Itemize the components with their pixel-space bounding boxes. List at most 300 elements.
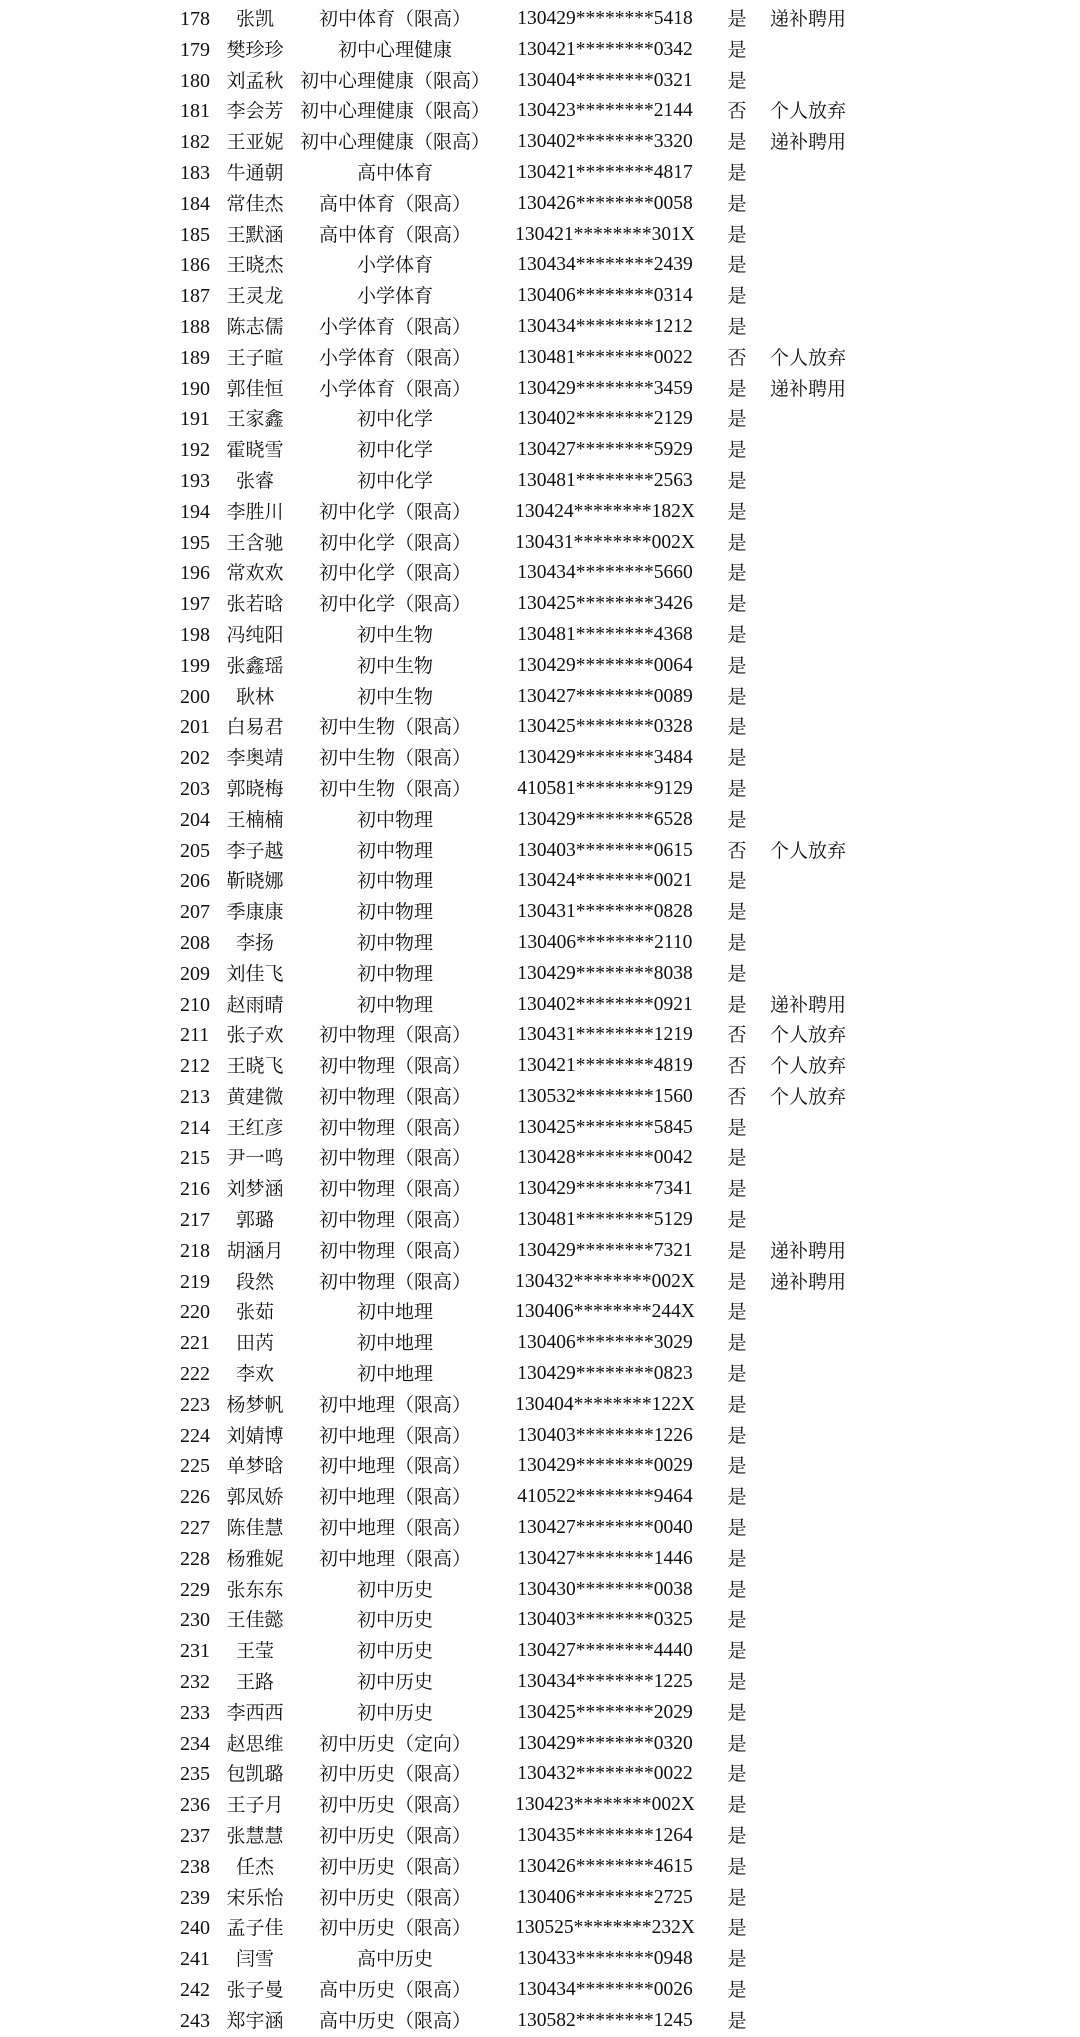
id-number: 130431********0828 [517, 901, 693, 923]
table-row [0, 1113, 1080, 1144]
subject-position: 初中历史（限高） [318, 1917, 471, 1940]
row-number: 190 [180, 377, 210, 400]
candidate-name: 王路 [235, 1671, 274, 1694]
row-number: 199 [180, 654, 210, 677]
candidate-name: 王晓飞 [226, 1055, 284, 1078]
candidate-name: 靳晓娜 [226, 870, 284, 893]
candidate-name: 李奥靖 [226, 747, 284, 770]
subject-position: 初中历史（限高） [318, 1825, 471, 1848]
id-number: 130429********0823 [517, 1363, 693, 1385]
row-number: 214 [180, 1116, 210, 1139]
hired-flag: 是 [727, 1825, 747, 1848]
table-row [0, 312, 1080, 343]
table-row [0, 250, 1080, 281]
candidate-name: 刘孟秋 [226, 69, 284, 92]
subject-position: 高中体育（限高） [318, 192, 471, 215]
id-number: 130434********1225 [517, 1671, 693, 1693]
hired-flag: 是 [727, 993, 747, 1016]
subject-position: 高中体育 [356, 161, 433, 184]
subject-position: 高中历史（限高） [318, 2009, 471, 2032]
candidate-name: 王家鑫 [226, 408, 284, 431]
id-number: 130403********1226 [517, 1424, 693, 1446]
id-number: 130427********4440 [517, 1640, 693, 1662]
table-row [0, 712, 1080, 743]
hired-flag: 是 [727, 654, 747, 677]
subject-position: 初中物理（限高） [318, 1116, 471, 1139]
row-number: 215 [180, 1147, 210, 1170]
table-row [0, 1759, 1080, 1790]
subject-position: 初中心理健康 [337, 38, 452, 61]
table-row [0, 805, 1080, 836]
row-number: 211 [180, 1024, 210, 1047]
hired-flag: 是 [727, 962, 747, 985]
row-number: 235 [180, 1763, 210, 1786]
candidate-name: 王子月 [226, 1794, 284, 1817]
subject-position: 初中地理 [356, 1363, 433, 1386]
row-number: 236 [180, 1794, 210, 1817]
subject-position: 初中地理（限高） [318, 1424, 471, 1447]
hired-flag: 是 [727, 1609, 747, 1632]
hired-flag: 是 [727, 469, 747, 492]
hired-flag: 是 [727, 2009, 747, 2032]
id-number: 130430********0038 [517, 1578, 693, 1600]
table-row [0, 1205, 1080, 1236]
table-row [0, 1328, 1080, 1359]
table-row [0, 1482, 1080, 1513]
candidate-name: 樊珍珍 [226, 38, 284, 61]
id-number: 130426********0058 [517, 192, 693, 214]
hired-flag: 是 [727, 1732, 747, 1755]
table-row [0, 1913, 1080, 1944]
row-number: 181 [180, 100, 210, 123]
id-number: 130481********4368 [517, 623, 693, 645]
hired-flag: 否 [727, 1055, 747, 1078]
id-number: 130404********0321 [517, 69, 693, 91]
id-number: 130429********8038 [517, 962, 693, 984]
subject-position: 小学体育（限高） [318, 377, 471, 400]
id-number: 130406********3029 [517, 1332, 693, 1354]
subject-position: 初中物理 [356, 993, 433, 1016]
candidate-name: 常欢欢 [226, 562, 284, 585]
table-row [0, 1636, 1080, 1667]
subject-position: 初中历史 [356, 1671, 433, 1694]
row-number: 220 [180, 1301, 210, 1324]
candidate-name: 宋乐怡 [226, 1886, 284, 1909]
subject-position: 初中心理健康（限高） [299, 131, 490, 154]
id-number: 130421********0342 [517, 38, 693, 60]
row-number: 221 [180, 1332, 210, 1355]
id-number: 130425********0328 [517, 716, 693, 738]
id-number: 130432********002X [515, 1270, 695, 1292]
remark: 递补聘用 [770, 377, 847, 400]
hired-flag: 是 [727, 531, 747, 554]
table-row [0, 343, 1080, 374]
table-row [0, 35, 1080, 66]
table-row [0, 127, 1080, 158]
subject-position: 小学体育（限高） [318, 315, 471, 338]
row-number: 242 [180, 1979, 210, 2001]
remark: 递补聘用 [770, 131, 847, 154]
id-number: 130431********1219 [517, 1024, 693, 1046]
id-number: 130429********0320 [517, 1732, 693, 1754]
hired-flag: 是 [727, 1486, 747, 1509]
table-row [0, 4, 1080, 35]
id-number: 130402********2129 [517, 408, 693, 430]
hired-flag: 是 [727, 1239, 747, 1262]
subject-position: 初中物理（限高） [318, 1239, 471, 1262]
candidate-name: 田芮 [235, 1332, 274, 1355]
table-row [0, 589, 1080, 620]
table-row [0, 836, 1080, 867]
candidate-name: 常佳杰 [226, 192, 284, 215]
row-number: 193 [180, 469, 210, 492]
hired-flag: 是 [727, 1209, 747, 1232]
candidate-name: 孟子佳 [226, 1917, 284, 1940]
table-row [0, 651, 1080, 682]
hired-flag: 是 [727, 223, 747, 246]
remark: 递补聘用 [770, 1239, 847, 1262]
row-number: 233 [180, 1701, 210, 1724]
subject-position: 初中化学（限高） [318, 562, 471, 585]
table-row [0, 682, 1080, 713]
id-number: 130431********002X [515, 531, 695, 553]
id-number: 130434********1212 [517, 315, 693, 337]
hired-flag: 是 [727, 439, 747, 462]
row-number: 204 [180, 808, 210, 831]
subject-position: 初中体育（限高） [318, 8, 471, 30]
row-number: 216 [180, 1178, 210, 1201]
candidate-name: 单梦晗 [226, 1455, 284, 1478]
subject-position: 初中生物 [356, 623, 433, 646]
table-row [0, 158, 1080, 189]
remark: 个人放弃 [770, 100, 847, 123]
hired-flag: 是 [727, 1332, 747, 1355]
id-number: 130425********2029 [517, 1701, 693, 1723]
id-number: 130532********1560 [517, 1085, 693, 1107]
row-number: 238 [180, 1855, 210, 1878]
candidate-name: 王晓杰 [226, 254, 284, 277]
subject-position: 小学体育 [356, 254, 433, 277]
id-number: 130429********3459 [517, 377, 693, 399]
row-number: 203 [180, 777, 210, 800]
subject-position: 初中物理 [356, 962, 433, 985]
candidate-name: 陈志儒 [226, 315, 284, 338]
subject-position: 高中历史 [356, 1948, 433, 1971]
hired-flag: 是 [727, 562, 747, 585]
remark: 递补聘用 [770, 993, 847, 1016]
hired-flag: 是 [727, 131, 747, 154]
subject-position: 初中生物 [356, 685, 433, 708]
hired-flag: 是 [727, 1948, 747, 1971]
table-row [0, 435, 1080, 466]
id-number: 130423********2144 [517, 100, 693, 122]
subject-position: 初中物理（限高） [318, 1055, 471, 1078]
subject-position: 初中地理 [356, 1332, 433, 1355]
table-row [0, 497, 1080, 528]
id-number: 130525********232X [515, 1917, 695, 1939]
candidate-name: 张若晗 [226, 593, 284, 616]
subject-position: 初中物理 [356, 901, 433, 924]
hired-flag: 是 [727, 1178, 747, 1201]
candidate-name: 杨梦帆 [226, 1393, 284, 1416]
hired-flag: 是 [727, 69, 747, 92]
row-number: 213 [180, 1085, 210, 1108]
candidate-name: 包凯璐 [226, 1763, 284, 1786]
row-number: 196 [180, 562, 210, 585]
subject-position: 初中地理（限高） [318, 1455, 471, 1478]
id-number: 130428********0042 [517, 1147, 693, 1169]
row-number: 198 [180, 623, 210, 646]
row-number: 217 [180, 1209, 210, 1232]
id-number: 130434********5660 [517, 562, 693, 584]
id-number: 130434********2439 [517, 254, 693, 276]
id-number: 130426********4615 [517, 1855, 693, 1877]
subject-position: 初中物理（限高） [318, 1178, 471, 1201]
candidate-name: 王子暄 [226, 346, 284, 369]
id-number: 130403********0325 [517, 1609, 693, 1631]
candidate-name: 郭晓梅 [226, 777, 284, 800]
hired-flag: 是 [727, 408, 747, 431]
id-number: 130425********3426 [517, 593, 693, 615]
hired-flag: 是 [727, 192, 747, 215]
subject-position: 初中生物（限高） [318, 747, 471, 770]
candidate-name: 张子欢 [226, 1024, 284, 1047]
table-row [0, 1297, 1080, 1328]
candidate-name: 李欢 [235, 1363, 274, 1386]
subject-position: 初中物理 [356, 870, 433, 893]
id-number: 130427********0089 [517, 685, 693, 707]
candidate-name: 张凯 [235, 8, 274, 30]
id-number: 130481********2563 [517, 469, 693, 491]
row-number: 187 [180, 285, 210, 308]
subject-position: 初中物理（限高） [318, 1209, 471, 1232]
subject-position: 初中历史 [356, 1578, 433, 1601]
table-row [0, 1359, 1080, 1390]
row-number: 200 [180, 685, 210, 708]
subject-position: 初中历史 [356, 1701, 433, 1724]
candidate-name: 张子曼 [226, 1979, 284, 2001]
remark: 个人放弃 [770, 1085, 847, 1108]
candidate-name: 王含驰 [226, 531, 284, 554]
id-number: 130429********0064 [517, 654, 693, 676]
table-row [0, 281, 1080, 312]
remark: 个人放弃 [770, 346, 847, 369]
id-number: 130425********5845 [517, 1116, 693, 1138]
hired-flag: 是 [727, 8, 747, 30]
hired-flag: 是 [727, 1363, 747, 1386]
row-number: 183 [180, 161, 210, 184]
hired-flag: 是 [727, 1517, 747, 1540]
candidate-name: 郭佳恒 [226, 377, 284, 400]
table-row [0, 1975, 1080, 2006]
table-row [0, 96, 1080, 127]
subject-position: 初中化学 [356, 408, 433, 431]
subject-position: 小学体育（限高） [318, 346, 471, 369]
candidate-name: 季康康 [226, 901, 284, 924]
subject-position: 初中历史（定向） [318, 1732, 471, 1755]
candidate-name: 刘佳飞 [226, 962, 284, 985]
table-row [0, 1698, 1080, 1729]
hired-flag: 是 [727, 1917, 747, 1940]
candidate-name: 李胜川 [226, 500, 284, 523]
id-number: 130434********0026 [517, 1979, 693, 2000]
row-number: 234 [180, 1732, 210, 1755]
hired-flag: 是 [727, 377, 747, 400]
id-number: 130402********3320 [517, 131, 693, 153]
hired-flag: 是 [727, 1270, 747, 1293]
table-row [0, 466, 1080, 497]
candidate-name: 李子越 [226, 839, 284, 862]
hired-flag: 是 [727, 1763, 747, 1786]
id-number: 130424********182X [515, 500, 695, 522]
subject-position: 初中地理（限高） [318, 1517, 471, 1540]
table-row [0, 1390, 1080, 1421]
subject-position: 初中化学（限高） [318, 531, 471, 554]
candidate-name: 尹一鸣 [226, 1147, 284, 1170]
hired-flag: 否 [727, 839, 747, 862]
candidate-name: 任杰 [235, 1855, 274, 1878]
subject-position: 初中地理（限高） [318, 1486, 471, 1509]
subject-position: 初中生物（限高） [318, 716, 471, 739]
remark: 个人放弃 [770, 839, 847, 862]
candidate-name: 张东东 [226, 1578, 284, 1601]
table-row [0, 404, 1080, 435]
table-row [0, 1575, 1080, 1606]
hired-flag: 是 [727, 1671, 747, 1694]
subject-position: 初中物理（限高） [318, 1147, 471, 1170]
table-row [0, 1174, 1080, 1205]
subject-position: 初中心理健康（限高） [299, 69, 490, 92]
row-number: 185 [180, 223, 210, 246]
remark: 递补聘用 [770, 1270, 847, 1293]
hired-flag: 是 [727, 1547, 747, 1570]
table-row [0, 528, 1080, 559]
hired-flag: 是 [727, 285, 747, 308]
id-number: 130429********7341 [517, 1178, 693, 1200]
candidate-name: 王红彦 [226, 1116, 284, 1139]
row-number: 188 [180, 315, 210, 338]
subject-position: 初中地理（限高） [318, 1393, 471, 1416]
roster-table [0, 4, 1080, 2037]
row-number: 224 [180, 1424, 210, 1447]
table-row [0, 866, 1080, 897]
row-number: 227 [180, 1517, 210, 1540]
candidate-name: 赵思维 [226, 1732, 284, 1755]
subject-position: 初中物理（限高） [318, 1024, 471, 1047]
row-number: 201 [180, 716, 210, 739]
subject-position: 初中历史（限高） [318, 1886, 471, 1909]
hired-flag: 是 [727, 685, 747, 708]
hired-flag: 是 [727, 38, 747, 61]
subject-position: 初中化学（限高） [318, 500, 471, 523]
row-number: 239 [180, 1886, 210, 1909]
subject-position: 初中物理（限高） [318, 1085, 471, 1108]
id-number: 130403********0615 [517, 839, 693, 861]
row-number: 207 [180, 901, 210, 924]
subject-position: 高中历史（限高） [318, 1979, 471, 2001]
hired-flag: 是 [727, 747, 747, 770]
candidate-name: 张鑫瑶 [226, 654, 284, 677]
remark: 个人放弃 [770, 1024, 847, 1047]
table-row [0, 620, 1080, 651]
id-number: 130429********0029 [517, 1455, 693, 1477]
table-row [0, 558, 1080, 589]
hired-flag: 是 [727, 1301, 747, 1324]
candidate-name: 刘婧博 [226, 1424, 284, 1447]
id-number: 130406********2110 [517, 931, 693, 953]
hired-flag: 是 [727, 808, 747, 831]
subject-position: 初中化学 [356, 469, 433, 492]
table-row [0, 1513, 1080, 1544]
candidate-name: 郭璐 [235, 1209, 274, 1232]
candidate-name: 王灵龙 [226, 285, 284, 308]
subject-position: 初中物理（限高） [318, 1270, 471, 1293]
candidate-name: 刘梦涵 [226, 1178, 284, 1201]
row-number: 225 [180, 1455, 210, 1478]
table-row [0, 1451, 1080, 1482]
candidate-name: 胡涵月 [226, 1239, 284, 1262]
table-row [0, 66, 1080, 97]
hired-flag: 是 [727, 1393, 747, 1416]
row-number: 208 [180, 931, 210, 954]
row-number: 189 [180, 346, 210, 369]
candidate-name: 王楠楠 [226, 808, 284, 831]
row-number: 205 [180, 839, 210, 862]
hired-flag: 否 [727, 1085, 747, 1108]
id-number: 130406********0314 [517, 285, 693, 307]
candidate-name: 耿林 [235, 685, 274, 708]
row-number: 197 [180, 593, 210, 616]
subject-position: 小学体育 [356, 285, 433, 308]
hired-flag: 是 [727, 1147, 747, 1170]
id-number: 130421********301X [515, 223, 695, 245]
candidate-name: 王佳懿 [226, 1609, 284, 1632]
candidate-name: 段然 [235, 1270, 274, 1293]
subject-position: 初中物理 [356, 839, 433, 862]
subject-position: 初中历史 [356, 1640, 433, 1663]
table-row [0, 1267, 1080, 1298]
candidate-name: 黄建微 [226, 1085, 284, 1108]
candidate-name: 李西西 [226, 1701, 284, 1724]
subject-position: 初中历史 [356, 1609, 433, 1632]
hired-flag: 是 [727, 1424, 747, 1447]
row-number: 180 [180, 69, 210, 92]
table-row [0, 990, 1080, 1021]
table-row [0, 1544, 1080, 1575]
table-row [0, 1790, 1080, 1821]
candidate-name: 张睿 [235, 469, 274, 492]
row-number: 202 [180, 747, 210, 770]
table-row [0, 1605, 1080, 1636]
candidate-name: 闫雪 [235, 1948, 274, 1971]
hired-flag: 是 [727, 1701, 747, 1724]
table-row [0, 774, 1080, 805]
row-number: 226 [180, 1486, 210, 1509]
id-number: 130424********0021 [517, 870, 693, 892]
id-number: 130429********6528 [517, 808, 693, 830]
remark: 个人放弃 [770, 1055, 847, 1078]
id-number: 130421********4817 [517, 161, 693, 183]
row-number: 222 [180, 1363, 210, 1386]
id-number: 130404********122X [515, 1393, 695, 1415]
hired-flag: 是 [727, 1116, 747, 1139]
row-number: 231 [180, 1640, 210, 1663]
table-row [0, 1020, 1080, 1051]
id-number: 130432********0022 [517, 1763, 693, 1785]
row-number: 218 [180, 1239, 210, 1262]
hired-flag: 是 [727, 716, 747, 739]
row-number: 210 [180, 993, 210, 1016]
